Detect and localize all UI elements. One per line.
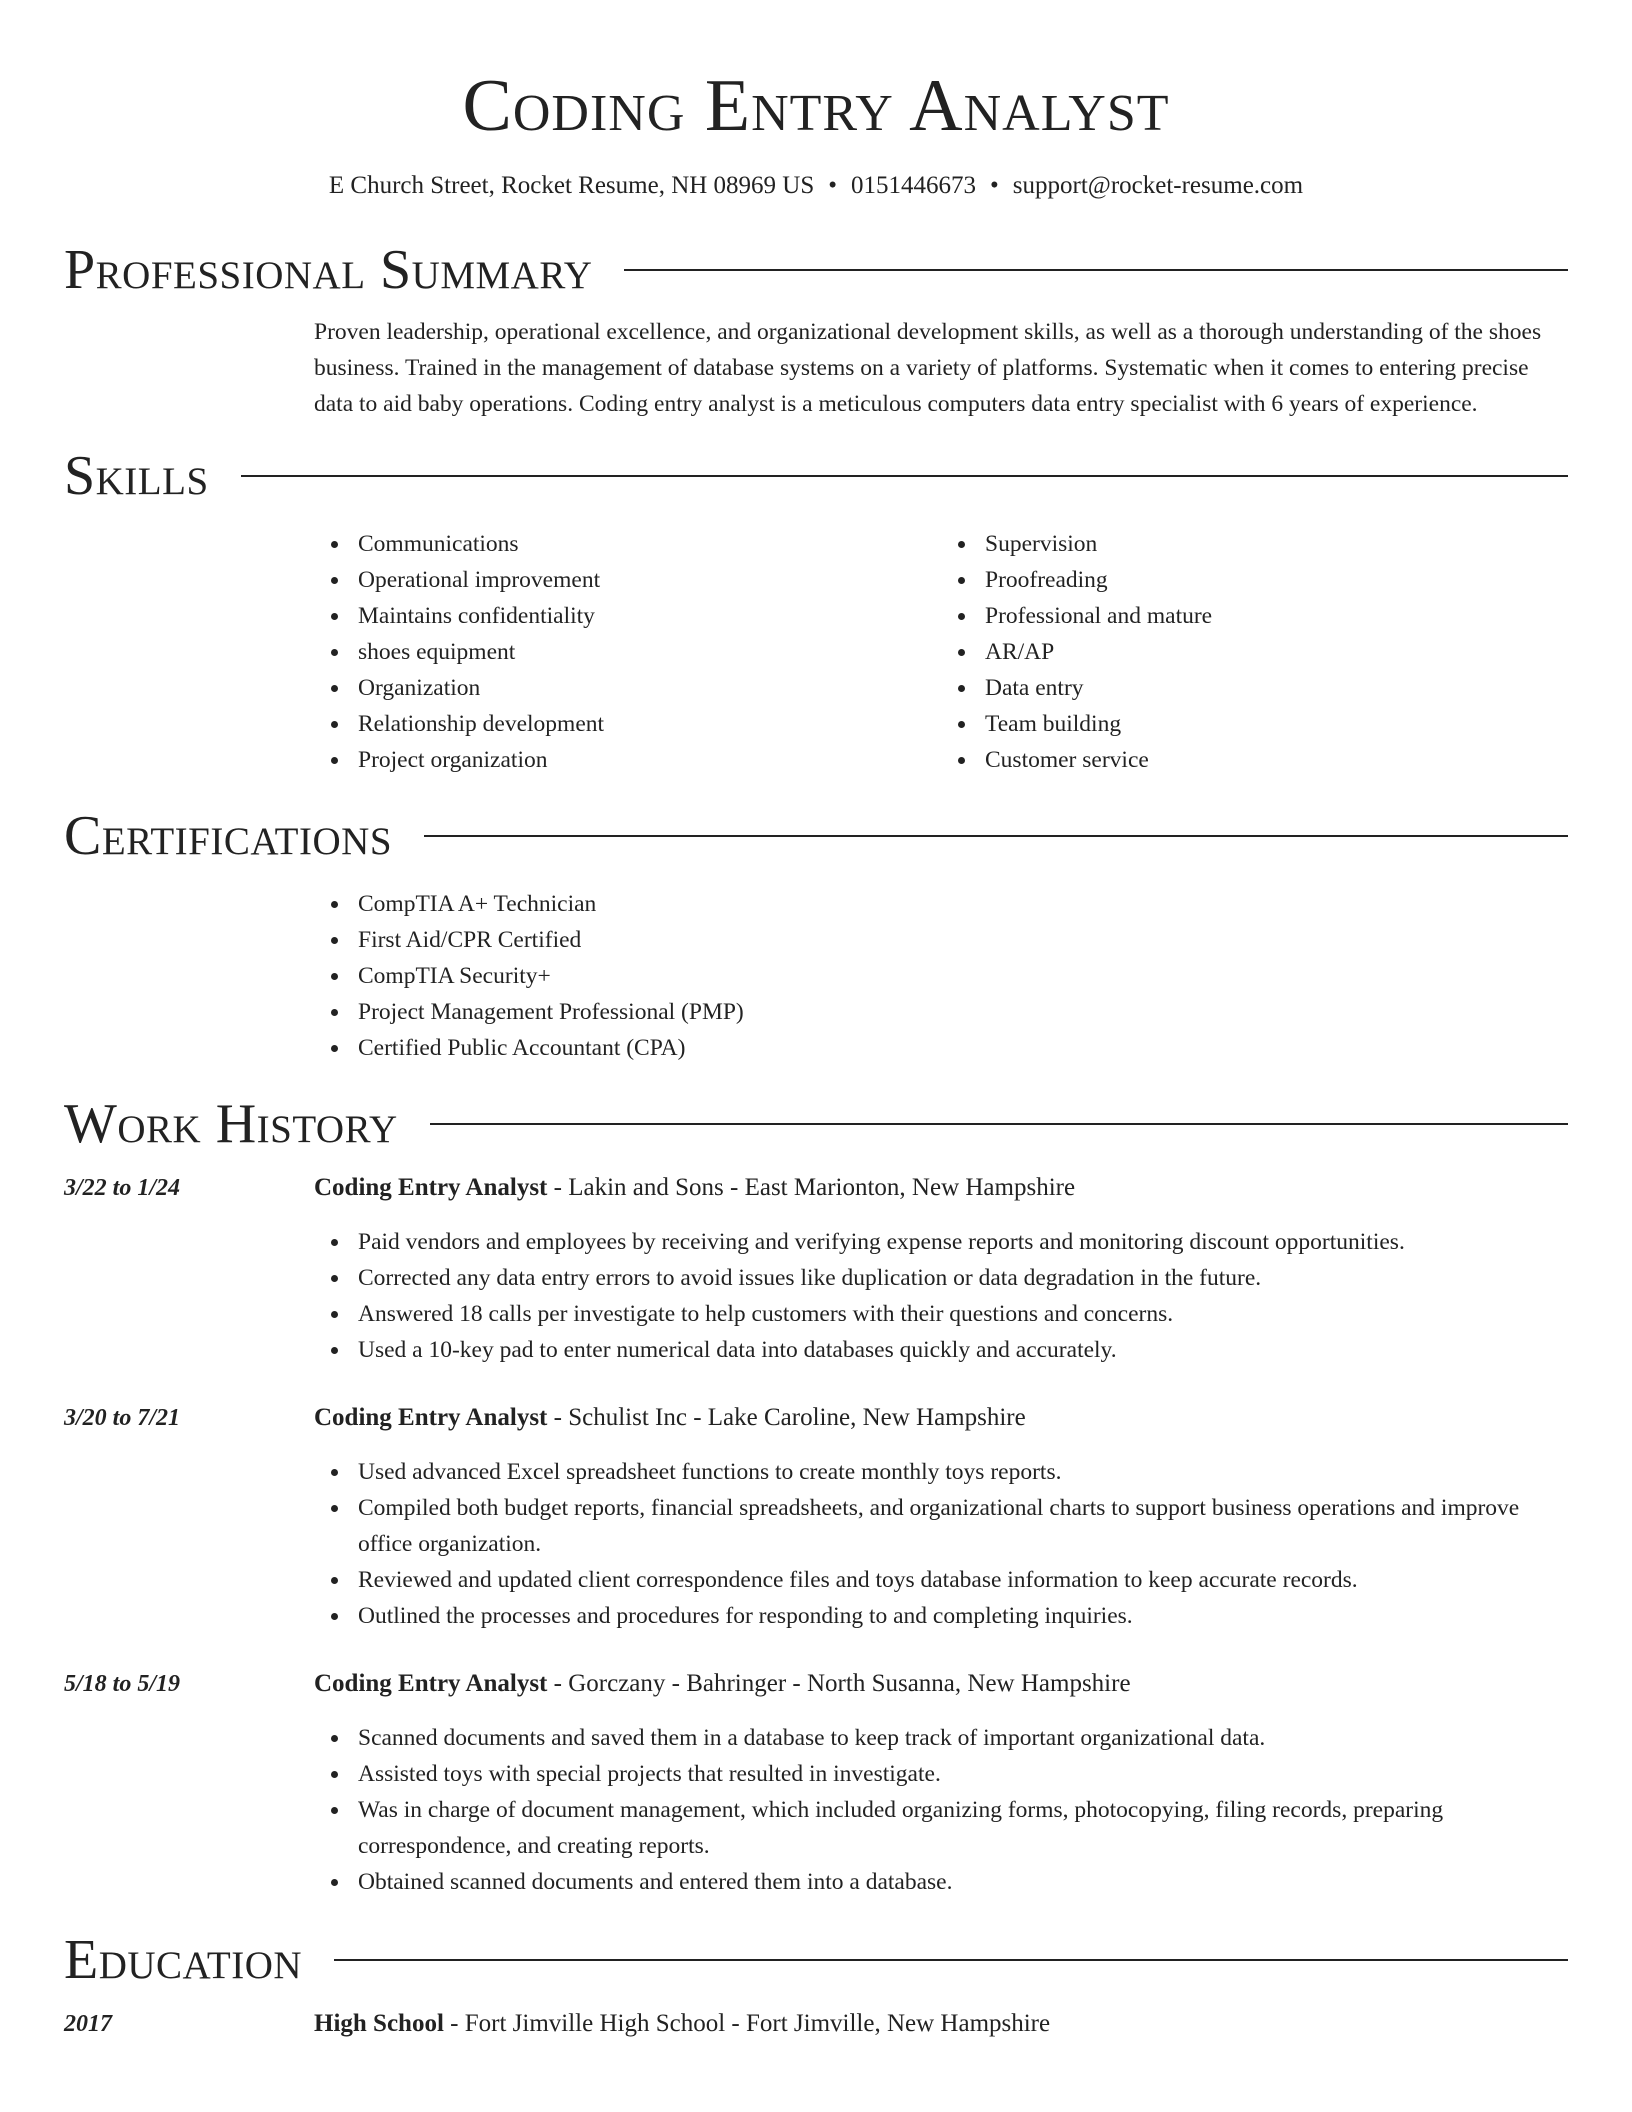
skill-item: Data entry [985,670,1568,706]
work-title-line [314,1400,1568,1436]
work-bullet: Used a 10-key pad to enter numerical data into databases quickly and accurately. [358,1332,1568,1368]
skill-item: shoes equipment [358,634,941,670]
work-bullet: Compiled both budget reports, financial spreadsheets, and organizational charts to support business operations and improve office organization. [358,1490,1568,1562]
skills-list-right [941,526,1568,778]
contact-line [0,170,1632,202]
work-title: Coding Entry Analyst [314,1174,548,1201]
certification-item: Project Management Professional (PMP) [358,994,1568,1030]
summary-heading: Professional Summary [64,239,593,301]
education-section-header [64,1928,1568,1992]
work-details: - Lakin and Sons - East Marionton, New Hampshire [547,1174,1076,1201]
work-title: Coding Entry Analyst [314,1404,548,1431]
education-heading: Education [64,1929,303,1991]
skill-item: Communications [358,526,941,562]
skills-section-header [64,444,1568,508]
education-entry [64,2006,1568,2042]
work-bullet: Assisted toys with special projects that resulted in investigate. [358,1756,1568,1792]
work-bullets [314,1224,1568,1368]
work-bullet: Corrected any data entry errors to avoid issues like duplication or data degradation in the future. [358,1260,1568,1296]
work-section-header [64,1092,1568,1156]
work-bullet: Answered 18 calls per investigate to help customers with their questions and concerns. [358,1296,1568,1332]
section-divider [241,475,1568,477]
skills-grid [314,526,1568,778]
contact-address: E Church Street, Rocket Resume, NH 08969 US [328,172,815,199]
work-details: - Gorczany - Bahringer - North Susanna, New Hampshire [547,1670,1131,1697]
certifications-list [314,886,1568,1066]
skills-list-left [314,526,941,778]
contact-email[interactable]: support@rocket-resume.com [1012,172,1304,199]
work-bullet: Reviewed and updated client correspondence files and toys database information to keep accurate records. [358,1562,1568,1598]
work-body [314,1170,1568,1368]
certification-item: CompTIA A+ Technician [358,886,1568,922]
work-body [314,1400,1568,1634]
work-bullet: Obtained scanned documents and entered them into a database. [358,1864,1568,1900]
certification-item: First Aid/CPR Certified [358,922,1568,958]
skill-item: Professional and mature [985,598,1568,634]
work-dates: 3/20 to 7/21 [64,1405,181,1431]
work-details: - Schulist Inc - Lake Caroline, New Hampshire [547,1404,1026,1431]
section-divider [624,269,1568,271]
skill-item: Customer service [985,742,1568,778]
section-divider [430,1123,1568,1125]
skill-item: Organization [358,670,941,706]
work-bullet: Scanned documents and saved them in a database to keep track of important organizational data. [358,1720,1568,1756]
work-bullet: Was in charge of document management, which included organizing forms, photocopying, filing records, preparing correspondence, and creating reports. [358,1792,1568,1864]
work-dates: 3/22 to 1/24 [64,1175,181,1201]
work-bullet: Paid vendors and employees by receiving and verifying expense reports and monitoring discount opportunities. [358,1224,1568,1260]
work-bullets [314,1454,1568,1634]
work-dates: 5/18 to 5/19 [64,1671,181,1697]
education-title-line [314,2006,1568,2042]
skill-item: Project organization [358,742,941,778]
work-entry [64,1666,1568,1900]
work-title: Coding Entry Analyst [314,1670,548,1697]
work-entry [64,1170,1568,1368]
skill-item: AR/AP [985,634,1568,670]
summary-section-header [64,238,1568,302]
work-title-line [314,1170,1568,1206]
skill-item: Supervision [985,526,1568,562]
education-degree: High School [314,2010,444,2037]
skill-item: Operational improvement [358,562,941,598]
certifications-heading: Certifications [64,805,393,867]
skills-heading: Skills [64,445,209,507]
work-bullet: Outlined the processes and procedures for responding to and completing inquiries. [358,1598,1568,1634]
certifications-section-header [64,804,1568,868]
contact-separator: • [828,172,838,199]
contact-phone: 0151446673 [851,172,977,199]
education-details: - Fort Jimville High School - Fort Jimville, New Hampshire [443,2010,1051,2037]
skill-item: Relationship development [358,706,941,742]
skill-item: Proofreading [985,562,1568,598]
certifications-block [314,886,1568,1066]
section-divider [424,835,1568,837]
section-divider [334,1959,1568,1961]
work-heading: Work History [64,1093,398,1155]
education-year: 2017 [64,2011,112,2037]
contact-separator: • [990,172,999,199]
candidate-name: Coding Entry Analyst [462,65,1170,147]
certification-item: Certified Public Accountant (CPA) [358,1030,1568,1066]
certification-item: CompTIA Security+ [358,958,1568,994]
work-bullets [314,1720,1568,1900]
work-entry [64,1400,1568,1634]
education-body [314,2006,1568,2042]
skill-item: Team building [985,706,1568,742]
work-title-line [314,1666,1568,1702]
work-body [314,1666,1568,1900]
skill-item: Maintains confidentiality [358,598,941,634]
work-bullet: Used advanced Excel spreadsheet functions to create monthly toys reports. [358,1454,1568,1490]
summary-text: Proven leadership, operational excellence, and organizational development skills, as well as a thorough understanding of the shoes business. Trained in the management of database systems on a variety of platforms. Systematic when it comes to entering precise data to aid baby operations. Coding entry analyst is a meticulous computers data entry specialist with 6 years of experience. [314,319,1542,417]
